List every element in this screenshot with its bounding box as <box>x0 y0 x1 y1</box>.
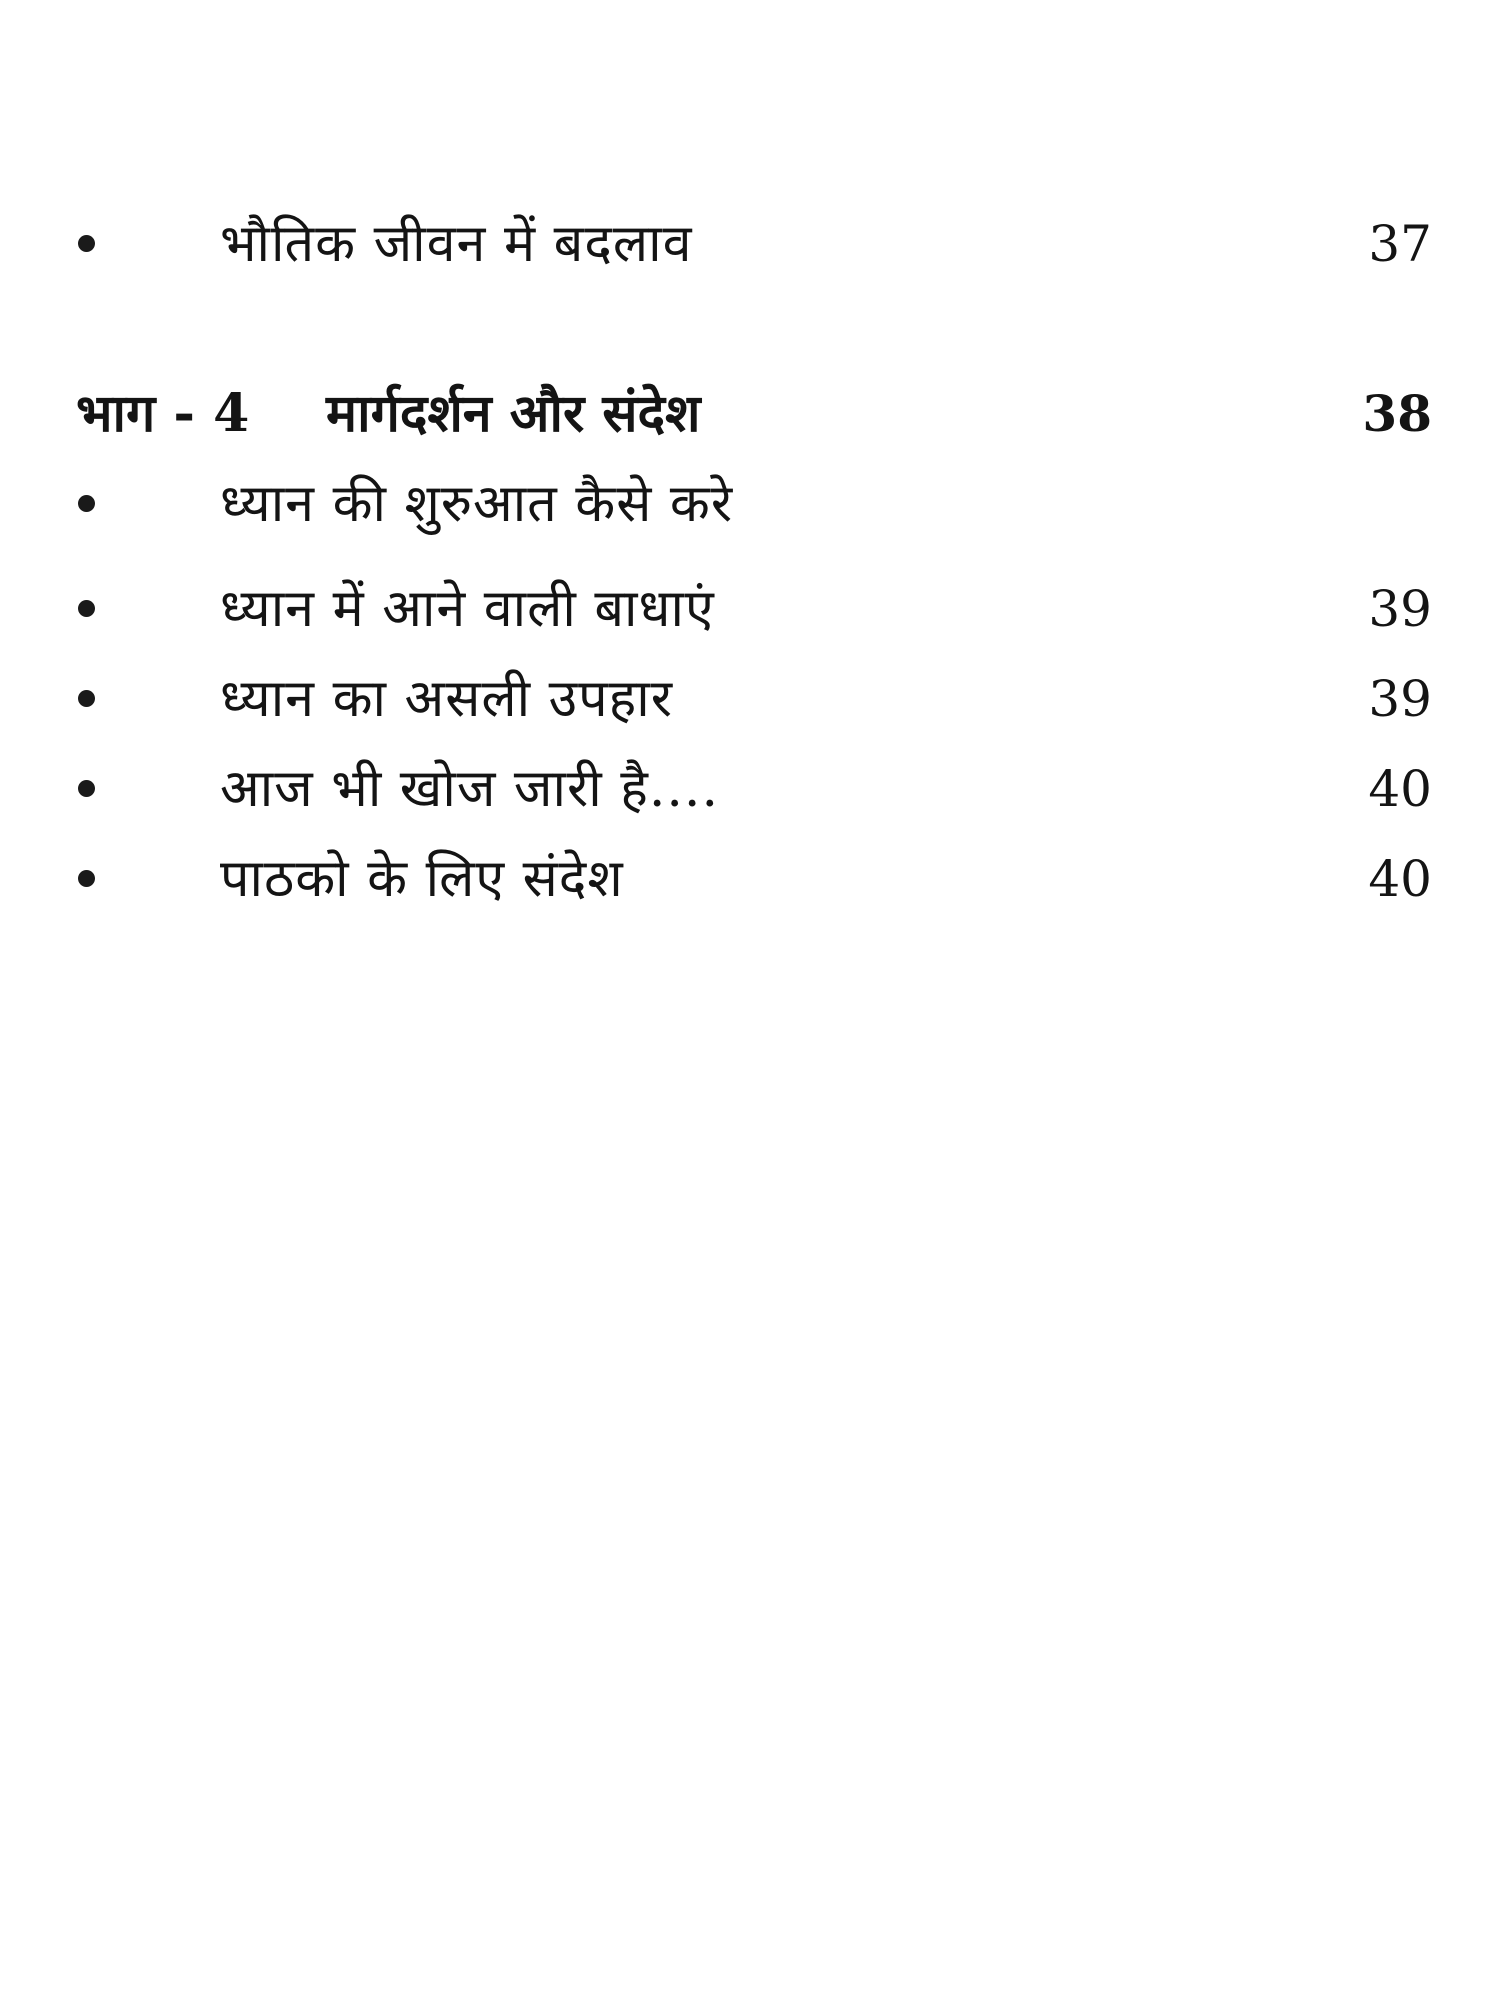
toc-entry-page: 40 <box>1368 760 1432 818</box>
toc-entry-title: आज भी खोज जारी है.... <box>220 759 719 819</box>
toc-entry <box>0 465 1500 545</box>
toc-entry <box>0 570 1500 650</box>
bullet-icon <box>78 690 95 707</box>
toc-entry-page: 39 <box>1368 580 1432 638</box>
toc-entry-title: भौतिक जीवन में बदलाव <box>220 214 693 274</box>
toc-entry-title: ध्यान की शुरुआत कैसे करे <box>220 474 734 534</box>
toc-entry <box>0 660 1500 740</box>
toc-entry-title: पाठको के लिए संदेश <box>220 849 624 909</box>
toc-entry <box>0 205 1500 285</box>
toc-entry <box>0 750 1500 830</box>
toc-entry <box>0 840 1500 920</box>
bullet-icon <box>78 870 95 887</box>
bullet-icon <box>78 235 95 252</box>
part-title: मार्गदर्शन और संदेश <box>326 383 701 444</box>
toc-part-heading <box>0 375 1500 455</box>
toc-entry-page: 39 <box>1368 670 1432 728</box>
part-page: 38 <box>1362 384 1432 443</box>
bullet-icon <box>78 600 95 617</box>
toc-entry-page: 37 <box>1368 215 1432 273</box>
toc-entry-title: ध्यान में आने वाली बाधाएं <box>220 579 715 639</box>
bullet-icon <box>78 495 95 512</box>
toc-entry-page: 40 <box>1368 850 1432 908</box>
part-label: भाग - 4 <box>76 383 250 444</box>
bullet-icon <box>78 780 95 797</box>
toc-entry-title: ध्यान का असली उपहार <box>220 669 674 729</box>
